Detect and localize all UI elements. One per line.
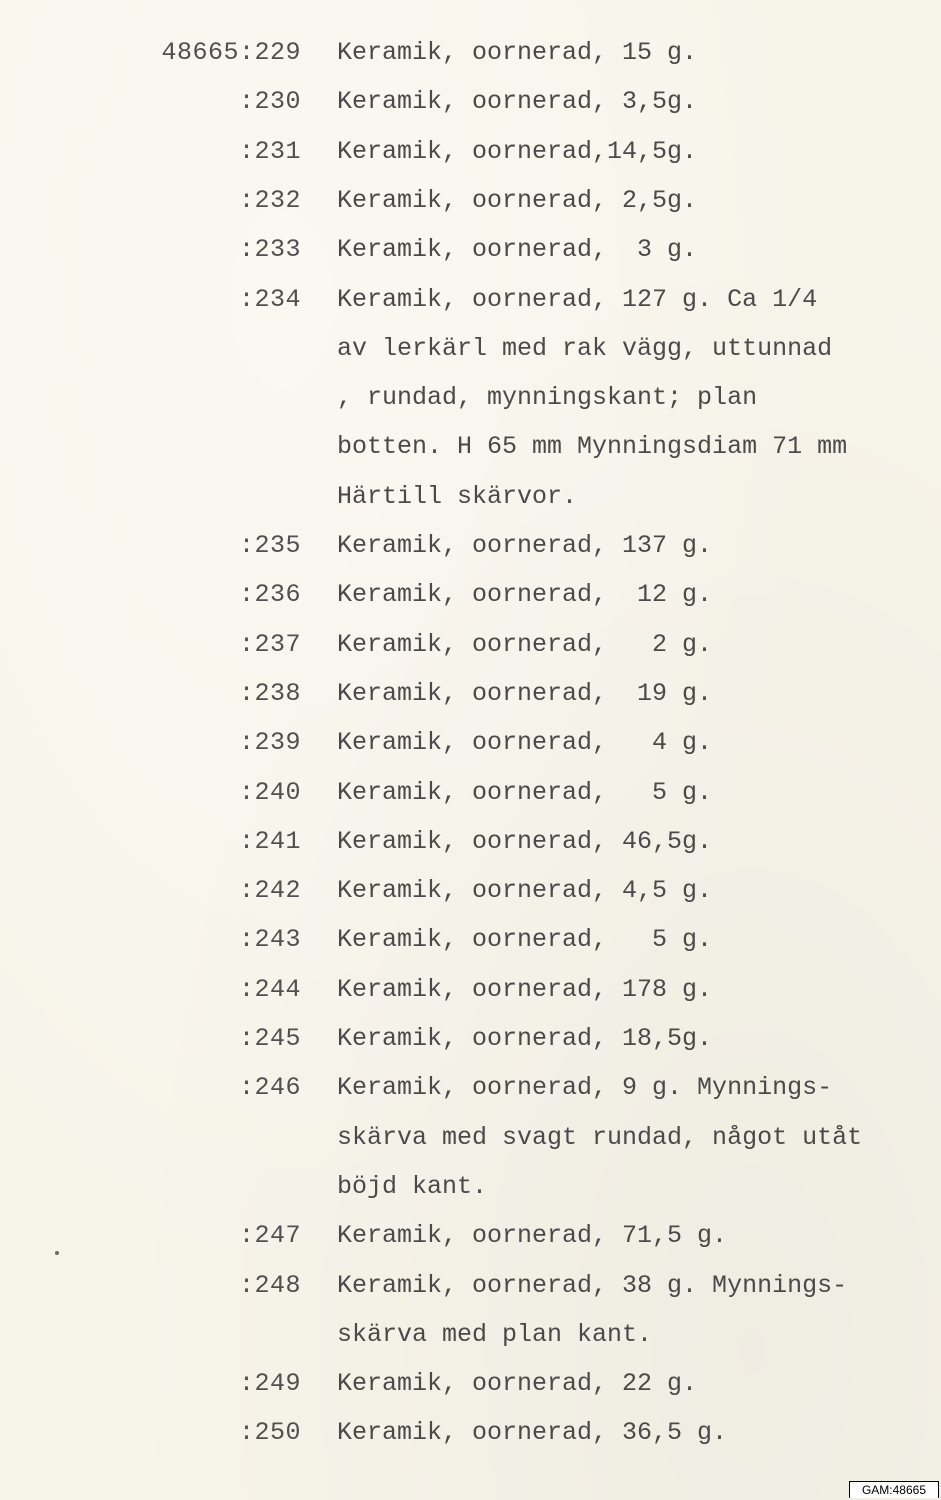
description-line: Keramik, oornerad, 38 g. Mynnings- — [337, 1270, 848, 1300]
description-line: Keramik, oornerad, 137 g. — [337, 531, 713, 560]
catalog-description — [337, 925, 941, 974]
catalog-description — [337, 186, 941, 235]
catalog-number: :241 — [238, 826, 301, 856]
catalog-description — [337, 630, 941, 679]
ink-speck — [55, 1251, 59, 1255]
description-line: Keramik, oornerad, 2,5g. — [337, 185, 698, 215]
catalog-description — [337, 876, 941, 925]
description-line: Keramik, oornerad, 4 g. — [337, 728, 713, 758]
catalog-number: :230 — [238, 87, 301, 117]
catalog-number: :239 — [238, 728, 301, 758]
catalog-number: :231 — [238, 136, 301, 166]
description-line: Keramik, oornerad, 3,5g. — [337, 87, 698, 117]
description-line: Keramik, oornerad, 2 g. — [337, 629, 713, 659]
catalog-description — [337, 1271, 941, 1370]
description-line: Keramik, oornerad, 12 g. — [337, 580, 713, 610]
catalog-description — [337, 1221, 941, 1270]
catalog-number: :238 — [238, 678, 301, 708]
description-line: skärva med plan kant. — [337, 1319, 653, 1349]
description-line: Keramik, oornerad, 36,5 g. — [337, 1418, 728, 1448]
catalog-description — [337, 1073, 941, 1221]
catalog-description — [337, 679, 941, 728]
catalog-number: :240 — [238, 777, 301, 807]
description-line: , rundad, mynningskant; plan — [337, 383, 758, 413]
description-line: av lerkärl med rak vägg, uttunnad — [337, 333, 833, 363]
catalog-description — [337, 137, 941, 186]
description-line: Keramik, oornerad, 18,5g. — [337, 1024, 713, 1053]
description-line: Keramik, oornerad, 5 g. — [337, 925, 713, 955]
catalog-number: :242 — [238, 876, 301, 906]
catalog-description — [337, 235, 941, 284]
catalog-description — [337, 975, 941, 1024]
catalog-number: :237 — [238, 629, 301, 659]
catalog-description — [337, 38, 941, 87]
catalog-description — [337, 778, 941, 827]
catalog-description — [337, 285, 941, 531]
catalog-description — [337, 1418, 941, 1467]
catalog-description — [337, 580, 941, 629]
description-line: Keramik, oornerad, 71,5 g. — [337, 1221, 728, 1251]
archive-stamp: GAM:48665 — [849, 1481, 939, 1498]
catalog-description — [337, 1024, 941, 1073]
catalog-number: :248 — [238, 1270, 301, 1300]
catalog-description — [337, 531, 941, 580]
description-line: skärva med svagt rundad, något utåt — [337, 1122, 863, 1152]
description-line: Keramik, oornerad, 178 g. — [337, 974, 713, 1004]
description-line: Keramik, oornerad, 9 g. Mynnings- — [337, 1073, 833, 1103]
catalog-description — [337, 827, 941, 876]
catalog-number: :236 — [238, 580, 301, 610]
catalog-number: :233 — [238, 235, 301, 265]
description-line: botten. H 65 mm Mynningsdiam 71 mm — [337, 432, 848, 462]
catalog-number: :250 — [238, 1418, 301, 1448]
catalog-number: :234 — [238, 284, 301, 314]
description-line: böjd kant. — [337, 1171, 488, 1201]
description-line: Keramik, oornerad, 127 g. Ca 1/4 — [337, 284, 818, 314]
catalog-description — [337, 728, 941, 777]
catalog-number: :246 — [238, 1073, 301, 1103]
catalog-number: 48665:229 — [161, 38, 301, 67]
description-line: Keramik, oornerad, 3 g. — [337, 235, 698, 265]
description-line: Keramik, oornerad, 46,5g. — [337, 826, 713, 856]
description-line: Keramik, oornerad, 4,5 g. — [337, 876, 713, 906]
description-line: Keramik, oornerad, 15 g. — [337, 38, 698, 67]
description-line: Keramik, oornerad, 19 g. — [337, 678, 713, 708]
catalog-number: :247 — [238, 1221, 301, 1251]
catalog-number: :232 — [238, 185, 301, 215]
catalog-number: :244 — [238, 974, 301, 1004]
catalog-number: :249 — [238, 1369, 301, 1399]
description-line: Keramik, oornerad, 22 g. — [337, 1369, 698, 1399]
description-line: Härtill skärvor. — [337, 481, 578, 511]
catalog-number: :235 — [238, 531, 301, 560]
catalog-number: :243 — [238, 925, 301, 955]
description-line: Keramik, oornerad,14,5g. — [337, 136, 698, 166]
catalog-description — [337, 1369, 941, 1418]
catalog-description — [337, 87, 941, 136]
description-line: Keramik, oornerad, 5 g. — [337, 777, 713, 807]
catalog-number: :245 — [238, 1024, 301, 1053]
